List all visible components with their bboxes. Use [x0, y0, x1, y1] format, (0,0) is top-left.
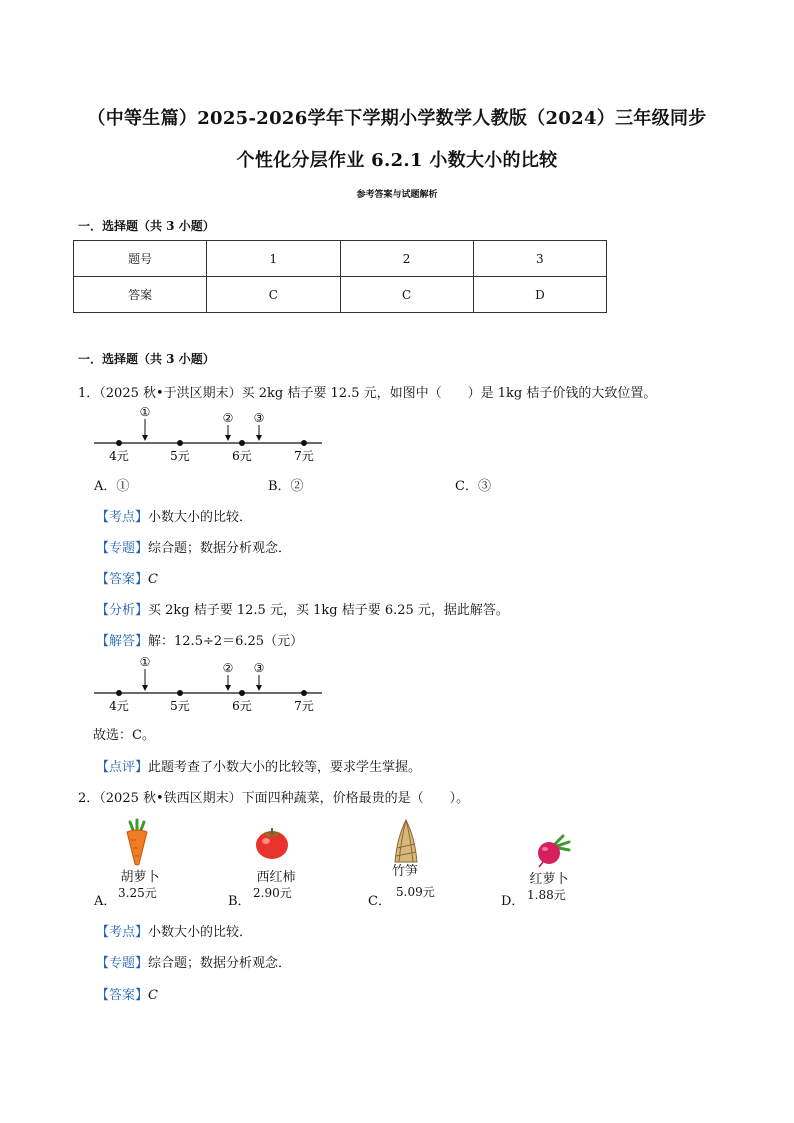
q1-dianping	[96, 756, 421, 775]
table-cell: 2	[340, 241, 473, 277]
dianping-label: 【点评】	[96, 760, 149, 775]
bamboo-shoot-icon	[389, 818, 423, 866]
zhuanti-text: 综合题；数据分析观念．	[148, 956, 292, 971]
q1-fenxi	[96, 599, 509, 618]
table-cell: 答案	[74, 277, 207, 313]
q2-item-d-price: 1.88元	[527, 888, 566, 902]
q1-option-a: A．①	[94, 479, 130, 494]
q1-jieda	[96, 630, 303, 649]
dianping-text: 此题考查了小数大小的比较等，要求学生掌握。	[148, 760, 422, 775]
tick-label: 6元	[232, 699, 252, 713]
q2-item-d-letter: D．	[501, 894, 525, 909]
daan-label: 【答案】	[96, 572, 149, 587]
marker-2: ②	[222, 661, 234, 675]
q1-daan	[96, 568, 158, 587]
tick-label: 4元	[109, 699, 129, 713]
tick-label: 4元	[109, 449, 129, 463]
table-cell: D	[473, 277, 606, 313]
tick-label: 5元	[170, 449, 190, 463]
table-row	[74, 277, 607, 313]
q2-item-c-letter: C．	[368, 894, 391, 909]
zhuanti-label: 【专题】	[96, 956, 149, 971]
zhuanti-label: 【专题】	[96, 541, 149, 556]
q2-item-b-price: 2.90元	[253, 886, 292, 900]
table-row	[74, 241, 607, 277]
table-cell: C	[207, 277, 340, 313]
table-cell: 题号	[74, 241, 207, 277]
q2-item-a-price: 3.25元	[118, 886, 157, 900]
q1-option-b: B．②	[268, 479, 304, 494]
daan-label: 【答案】	[96, 988, 149, 1003]
q2-item-c-name: 竹笋	[391, 864, 418, 879]
answer-section-heading: 一．选择题（共 3 小题）	[78, 219, 215, 233]
q1-guxuan: 故选：C。	[93, 728, 155, 743]
page-subtitle: 参考答案与试题解析	[356, 190, 438, 200]
tick-label: 6元	[232, 449, 252, 463]
analysis-section-heading: 一．选择题（共 3 小题）	[78, 352, 215, 366]
q2-kaodian	[96, 921, 252, 940]
jieda-text: 解：12.5÷2＝6.25（元）	[148, 634, 304, 649]
q1-solution-number-line	[88, 655, 328, 717]
q1-number-line	[88, 405, 328, 467]
page-title-line2: 个性化分层作业 6.2.1 小数大小的比较	[236, 150, 558, 171]
tick-label: 5元	[170, 699, 190, 713]
marker-1: ①	[139, 655, 151, 669]
answer-table	[73, 240, 607, 313]
marker-3: ③	[253, 411, 265, 425]
table-cell: 3	[473, 241, 606, 277]
q1-kaodian	[96, 506, 252, 525]
tick-label: 7元	[294, 449, 314, 463]
daan-text: C	[148, 988, 158, 1003]
table-cell: 1	[207, 241, 340, 277]
fenxi-label: 【分析】	[96, 603, 149, 618]
q2-item-b-letter: B．	[228, 894, 251, 909]
carrot-icon	[121, 818, 153, 866]
tomato-icon	[254, 826, 290, 860]
q1-zhuanti	[96, 537, 291, 556]
q1-option-c: C．③	[455, 479, 491, 494]
q2-item-d-name: 红萝卜	[529, 872, 569, 887]
marker-1: ①	[139, 405, 151, 419]
q2-stem: 2．（2025 秋•铁西区期末）下面四种蔬菜，价格最贵的是（ ）。	[78, 791, 470, 806]
q2-zhuanti	[96, 952, 291, 971]
zhuanti-text: 综合题；数据分析观念．	[148, 541, 292, 556]
q2-daan	[96, 984, 158, 1003]
page-title-line1: （中等生篇）2025-2026学年下学期小学数学人教版（2024）三年级同步	[87, 108, 707, 129]
q2-item-c-price: 5.09元	[396, 885, 435, 899]
radish-icon	[533, 834, 573, 868]
kaodian-label: 【考点】	[96, 925, 149, 940]
tick-label: 7元	[294, 699, 314, 713]
q2-item-a-name: 胡萝卜	[120, 870, 160, 885]
kaodian-text: 小数大小的比较．	[148, 510, 253, 525]
q1-stem: 1．（2025 秋•于洪区期末）买 2kg 桔子要 12.5 元，如图中（ ）是 1kg 桔子价钱的大致位置。	[78, 386, 657, 401]
marker-3: ③	[253, 661, 265, 675]
table-cell: C	[340, 277, 473, 313]
jieda-label: 【解答】	[96, 634, 149, 649]
fenxi-text: 买 2kg 桔子要 12.5 元，买 1kg 桔子要 6.25 元，据此解答。	[148, 603, 509, 618]
marker-2: ②	[222, 411, 234, 425]
daan-text: C	[148, 572, 158, 587]
kaodian-label: 【考点】	[96, 510, 149, 525]
q2-item-a-letter: A．	[94, 894, 117, 909]
q2-item-b-name: 西红柿	[256, 870, 296, 885]
kaodian-text: 小数大小的比较．	[148, 925, 253, 940]
